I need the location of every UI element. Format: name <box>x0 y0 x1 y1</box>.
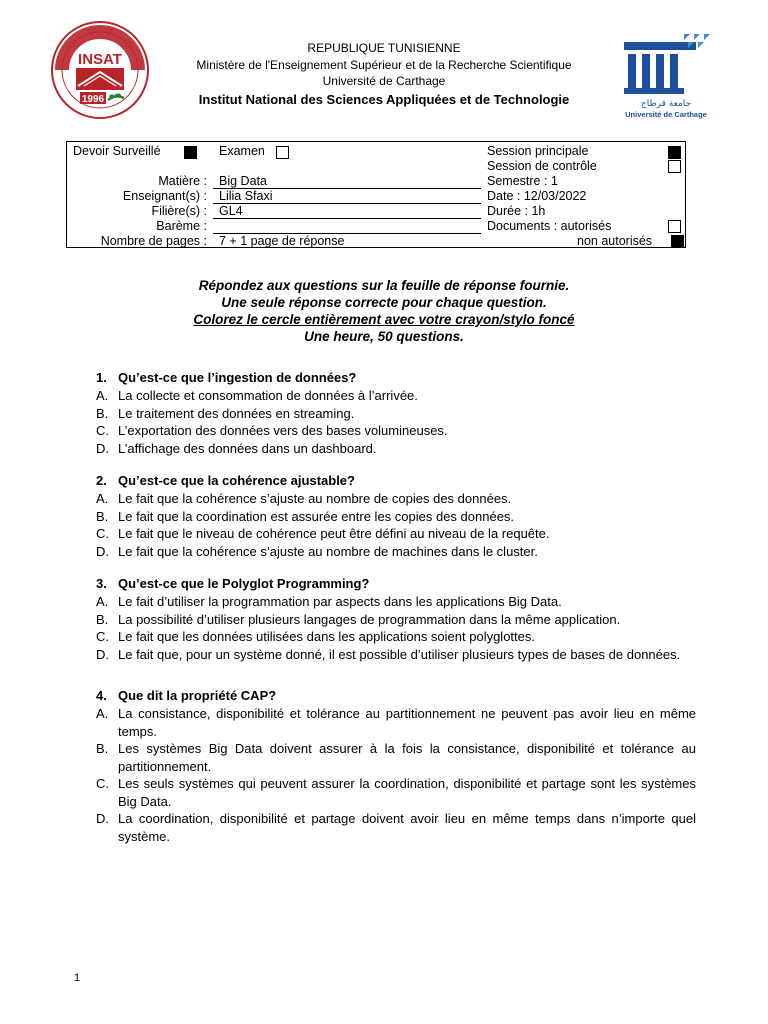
question-text: Qu’est-ce que le Polyglot Programming? <box>118 576 370 591</box>
filiere-value: GL4 <box>219 204 243 218</box>
option-letter: D. <box>96 811 109 826</box>
question-3 <box>96 575 696 663</box>
question-4 <box>96 687 696 845</box>
question-title <box>96 472 696 490</box>
matiere-value: Big Data <box>219 174 267 188</box>
instruction-line-2: Une seule réponse correcte pour chaque question. <box>221 295 547 310</box>
option-letter: B. <box>96 741 109 756</box>
question-title <box>96 369 696 387</box>
carthage-logo-arabic: جامعة قرطاج <box>640 99 692 109</box>
option-text: Le fait que le niveau de cohérence peut être défini au niveau de la requête. <box>118 526 550 541</box>
answer-option <box>96 775 696 810</box>
bareme-label: Barème : <box>156 219 207 233</box>
questions-list <box>96 369 696 860</box>
examen-label: Examen <box>219 144 265 158</box>
session-principale-label: Session principale <box>487 144 589 158</box>
option-text: La possibilité d’utiliser plusieurs langages de programmation dans la même application. <box>118 611 621 627</box>
option-text: Les seuls systèmes qui peuvent assurer la coordination, disponibilité et partage sont les systèmes Big Data. <box>118 776 696 809</box>
answer-option <box>96 525 696 543</box>
answer-option <box>96 405 696 423</box>
question-text: Qu’est-ce que l’ingestion de données? <box>118 370 357 385</box>
exam-info-box <box>66 141 686 248</box>
question-number: 4. <box>96 688 107 703</box>
header-university: Université de Carthage <box>322 74 446 88</box>
answer-option <box>96 611 696 629</box>
question-text: Qu’est-ce que la cohérence ajustable? <box>118 473 355 488</box>
answer-option <box>96 810 696 845</box>
option-letter: A. <box>96 594 109 609</box>
answer-option <box>96 422 696 440</box>
question-1 <box>96 369 696 457</box>
answer-option <box>96 740 696 775</box>
header-ministry: Ministère de l'Enseignement Supérieur et de la Recherche Scientifique <box>196 57 572 72</box>
bareme-underline <box>213 219 481 234</box>
option-letter: D. <box>96 440 109 456</box>
answer-option <box>96 705 696 740</box>
answer-option <box>96 628 696 646</box>
option-text: Le fait d’utiliser la programmation par aspects dans les applications Big Data. <box>118 594 562 609</box>
enseignant-underline <box>213 189 481 204</box>
filiere-label: Filière(s) : <box>151 204 207 218</box>
option-text: La consistance, disponibilité et tolérance au partitionnement ne peuvent pas avoir lieu en même temps. <box>118 706 696 739</box>
answer-option <box>96 593 696 611</box>
option-text: Le fait que la cohérence s’ajuste au nombre de machines dans le cluster. <box>118 543 538 559</box>
option-text: La collecte et consommation de données à l’arrivée. <box>118 388 418 403</box>
enseignant-value: Lilia Sfaxi <box>219 189 273 203</box>
insat-logo-text: INSAT <box>78 51 122 68</box>
option-text: Le fait que la coordination est assurée entre les copies des données. <box>118 508 515 524</box>
option-letter: B. <box>96 508 109 524</box>
option-letter: B. <box>96 405 109 421</box>
header-institute: Institut National des Sciences Appliquées et de Technologie <box>198 91 570 107</box>
pages-label: Nombre de pages : <box>100 234 207 248</box>
instruction-line-1: Répondez aux questions sur la feuille de réponse fournie. <box>198 278 570 293</box>
option-letter: C. <box>96 629 109 644</box>
insat-logo-year: 1996 <box>81 94 105 105</box>
question-title <box>96 687 696 705</box>
option-letter: C. <box>96 526 109 541</box>
filiere-underline <box>213 204 481 219</box>
option-text: Les systèmes Big Data doivent assurer à la fois la consistance, disponibilité et tolérance au partitionnement. <box>118 741 696 774</box>
question-number: 2. <box>96 473 107 488</box>
header <box>160 40 608 108</box>
option-text: Le traitement des données en streaming. <box>118 405 355 421</box>
answer-option <box>96 440 696 458</box>
answer-option <box>96 543 696 561</box>
option-text: Le fait que, pour un système donné, il est possible d’utiliser plusieurs types de bases de données. <box>118 646 681 662</box>
answer-option <box>96 387 696 405</box>
non-autorises-checkbox[interactable] <box>671 235 684 248</box>
option-letter: A. <box>96 388 109 403</box>
insat-logo <box>50 20 150 120</box>
carthage-logo <box>618 28 714 124</box>
documents-autorises-checkbox[interactable] <box>668 220 681 233</box>
pages-value: 7 + 1 page de réponse <box>219 234 345 248</box>
matiere-underline <box>213 174 481 189</box>
question-title <box>96 575 696 593</box>
matiere-label: Matière : <box>158 174 207 188</box>
option-letter: B. <box>96 611 109 627</box>
option-letter: C. <box>96 423 109 438</box>
answer-option <box>96 490 696 508</box>
header-republic: REPUBLIQUE TUNISIENNE <box>307 41 461 55</box>
enseignant-label: Enseignant(s) : <box>122 189 207 203</box>
option-text: Le fait que les données utilisées dans les applications soient polyglottes. <box>118 629 535 644</box>
semestre-text: Semestre : 1 <box>487 174 558 188</box>
question-number: 3. <box>96 576 107 591</box>
option-text: L’exportation des données vers des bases volumineuses. <box>118 423 448 438</box>
instruction-line-3: Colorez le cercle entièrement avec votre crayon/stylo foncé <box>193 312 575 327</box>
documents-autorises-label: Documents : autorisés <box>487 219 612 233</box>
option-letter: A. <box>96 491 109 506</box>
date-text: Date : 12/03/2022 <box>487 189 587 203</box>
instructions <box>66 277 702 345</box>
carthage-logo-text: Université de Carthage <box>625 110 707 119</box>
answer-option <box>96 508 696 526</box>
option-letter: C. <box>96 776 109 791</box>
option-letter: D. <box>96 543 109 559</box>
option-letter: D. <box>96 646 109 662</box>
answer-option <box>96 646 696 664</box>
question-number: 1. <box>96 370 107 385</box>
duree-text: Durée : 1h <box>487 204 546 218</box>
session-controle-checkbox[interactable] <box>668 160 681 173</box>
devoir-surveille-label: Devoir Surveillé <box>73 144 161 158</box>
page-number: 1 <box>74 972 81 984</box>
session-controle-label: Session de contrôle <box>487 159 597 173</box>
question-text: Que dit la propriété CAP? <box>118 688 277 703</box>
option-letter: A. <box>96 706 109 721</box>
option-text: La coordination, disponibilité et partage doivent avoir lieu en même temps dans n’importe quel système. <box>118 811 696 844</box>
option-text: Le fait que la cohérence s’ajuste au nombre de copies des données. <box>118 491 512 506</box>
devoir-surveille-checkbox[interactable] <box>184 146 197 159</box>
option-text: L’affichage des données dans un dashboard. <box>118 440 377 456</box>
examen-checkbox[interactable] <box>276 146 289 159</box>
question-2 <box>96 472 696 560</box>
instruction-line-4: Une heure, 50 questions. <box>304 329 464 344</box>
non-autorises-label: non autorisés <box>577 234 653 248</box>
session-principale-checkbox[interactable] <box>668 146 681 159</box>
